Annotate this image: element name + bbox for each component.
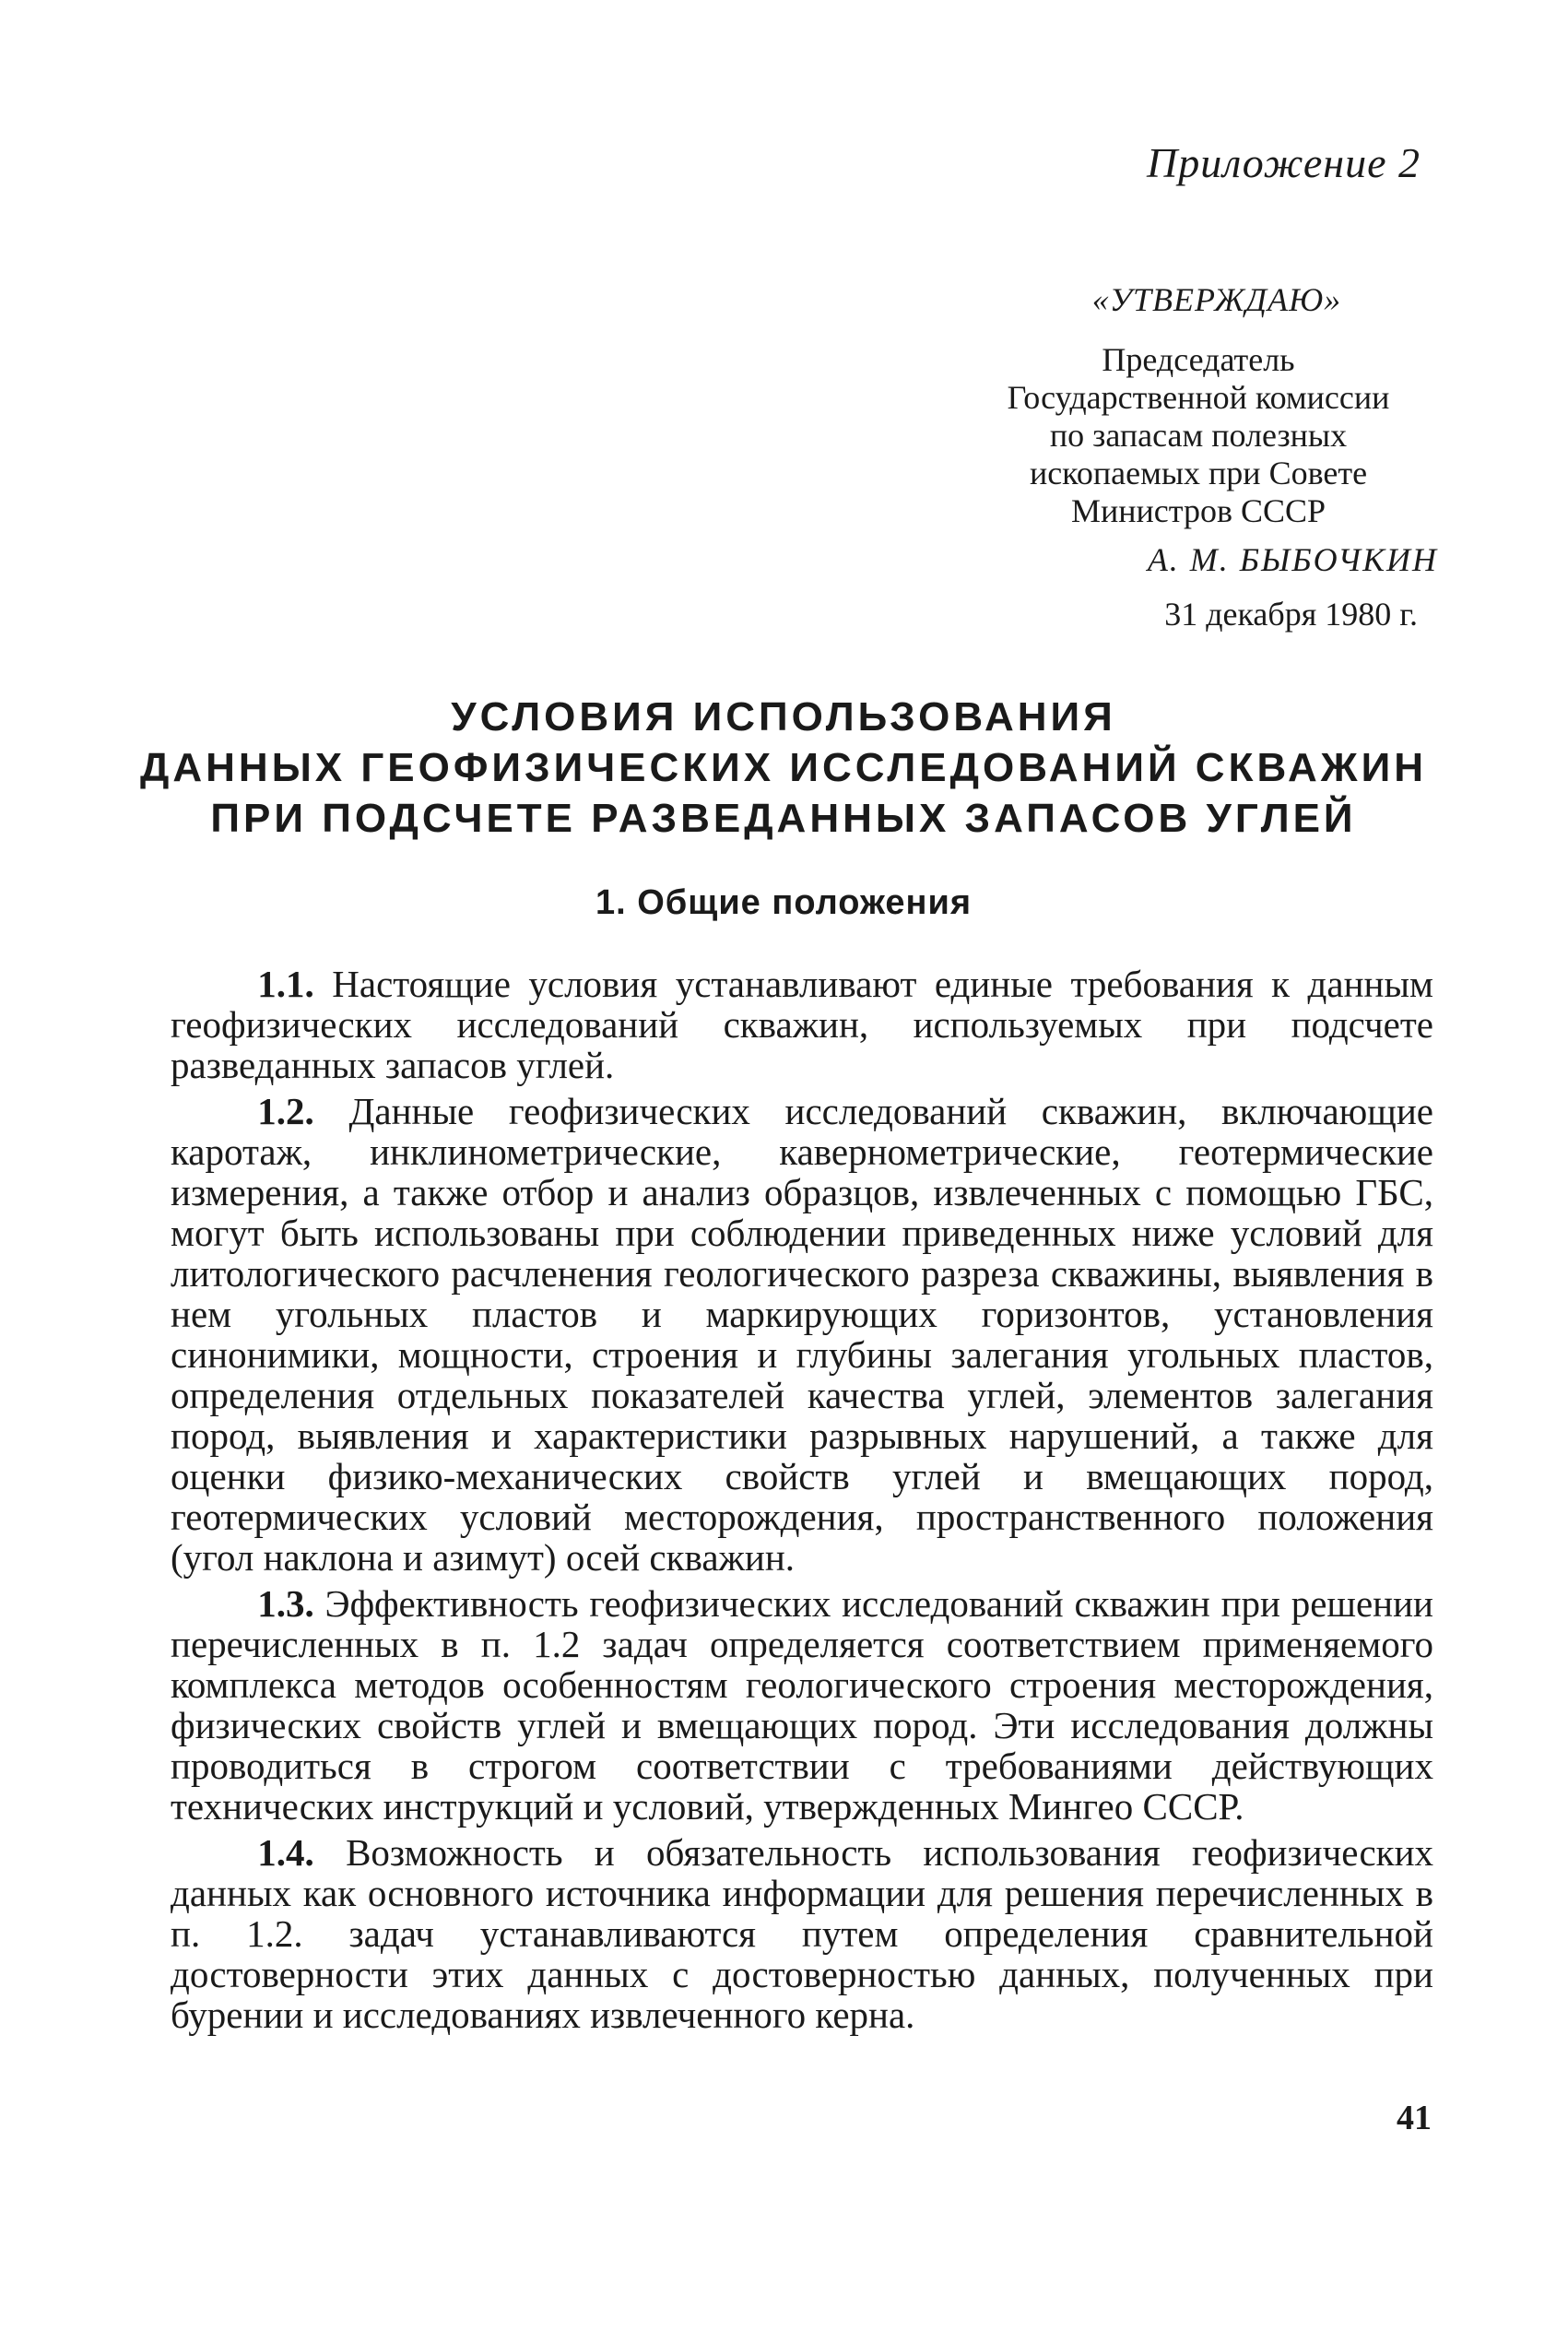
approval-signer: А. М. БЫБОЧКИН	[1147, 541, 1438, 578]
paragraph-number: 1.4.	[257, 1831, 314, 1874]
title-line: ДАННЫХ ГЕОФИЗИЧЕСКИХ ИССЛЕДОВАНИЙ СКВАЖИН	[140, 745, 1427, 790]
paragraph-text: Настоящие условия устанавливают единые требования к данным геофизических исследований скважин, используемых при подсчете разведанных запасов углей.	[171, 963, 1433, 1086]
approval-date: 31 декабря 1980 г.	[1164, 596, 1418, 633]
title-line: ПРИ ПОДСЧЕТЕ РАЗВЕДАННЫХ ЗАПАСОВ УГЛЕЙ	[210, 796, 1357, 841]
paragraph-number: 1.1.	[257, 963, 314, 1005]
page-number: 41	[1397, 2099, 1432, 2137]
paragraph-text: Эффективность геофизических исследований скважин при решении перечисленных в п. 1.2 задач определяется соответствием применяемого комплекса методов особенностям геологического строения месторождения, физических свойств углей и вмещающих пород. Эти исследования должны проводиться в строгом соответствии с требованиями действующих технических инструкций и условий, утвержденных Мингео СССР.	[171, 1582, 1433, 1828]
appendix-label: Приложение 2	[1146, 139, 1421, 186]
approval-office	[959, 341, 1438, 530]
section-title: 1. Общие положения	[595, 883, 973, 922]
paragraph-text: Возможность и обязательность использования геофизических данных как основного источника информации для решения перечисленных в п. 1.2. задач устанавливаются путем определения сравнительной достоверности этих данных с достоверностью данных, полученных при бурении и исследованиях извлеченного керна.	[171, 1831, 1434, 2036]
paragraph-number: 1.3.	[257, 1582, 314, 1625]
paragraph	[171, 1832, 1433, 2035]
office-line: Председатель	[1102, 341, 1295, 378]
paragraph-number: 1.2.	[257, 1090, 314, 1132]
approval-block	[959, 281, 1438, 633]
title-line: УСЛОВИЯ ИСПОЛЬЗОВАНИЯ	[451, 694, 1116, 740]
approval-title: «УТВЕРЖДАЮ»	[1091, 281, 1342, 318]
paragraph	[171, 1091, 1433, 1578]
paragraph	[171, 964, 1433, 1085]
office-line: Министров СССР	[1070, 492, 1326, 529]
office-line: ископаемых при Совете	[1029, 455, 1368, 491]
document-title	[129, 692, 1438, 844]
paragraph	[171, 1583, 1433, 1827]
body-text	[171, 964, 1433, 2041]
paragraph-text: Данные геофизических исследований скважин, включающие каротаж, инклинометрические, кавернометрические, геотермические измерения, а также отбор и анализ образцов, извлеченных с помощью ГБС, могут быть использованы при соблюдении приведенных ниже условий для литологического расчленения геологического разреза скважины, выявления в нем угольных пластов и маркирующих горизонтов, установления синонимики, мощности, строения и глубины залегания угольных пластов, определения отдельных показателей качества углей, элементов залегания пород, выявления и характеристики разрывных нарушений, а также для оценки физико-механических свойств углей и вмещающих пород, геотермических условий месторождения, пространственного положения (угол наклона и азимут) осей скважин.	[171, 1090, 1433, 1579]
office-line: Государственной комиссии	[1007, 379, 1390, 416]
office-line: по запасам полезных	[1049, 417, 1348, 454]
